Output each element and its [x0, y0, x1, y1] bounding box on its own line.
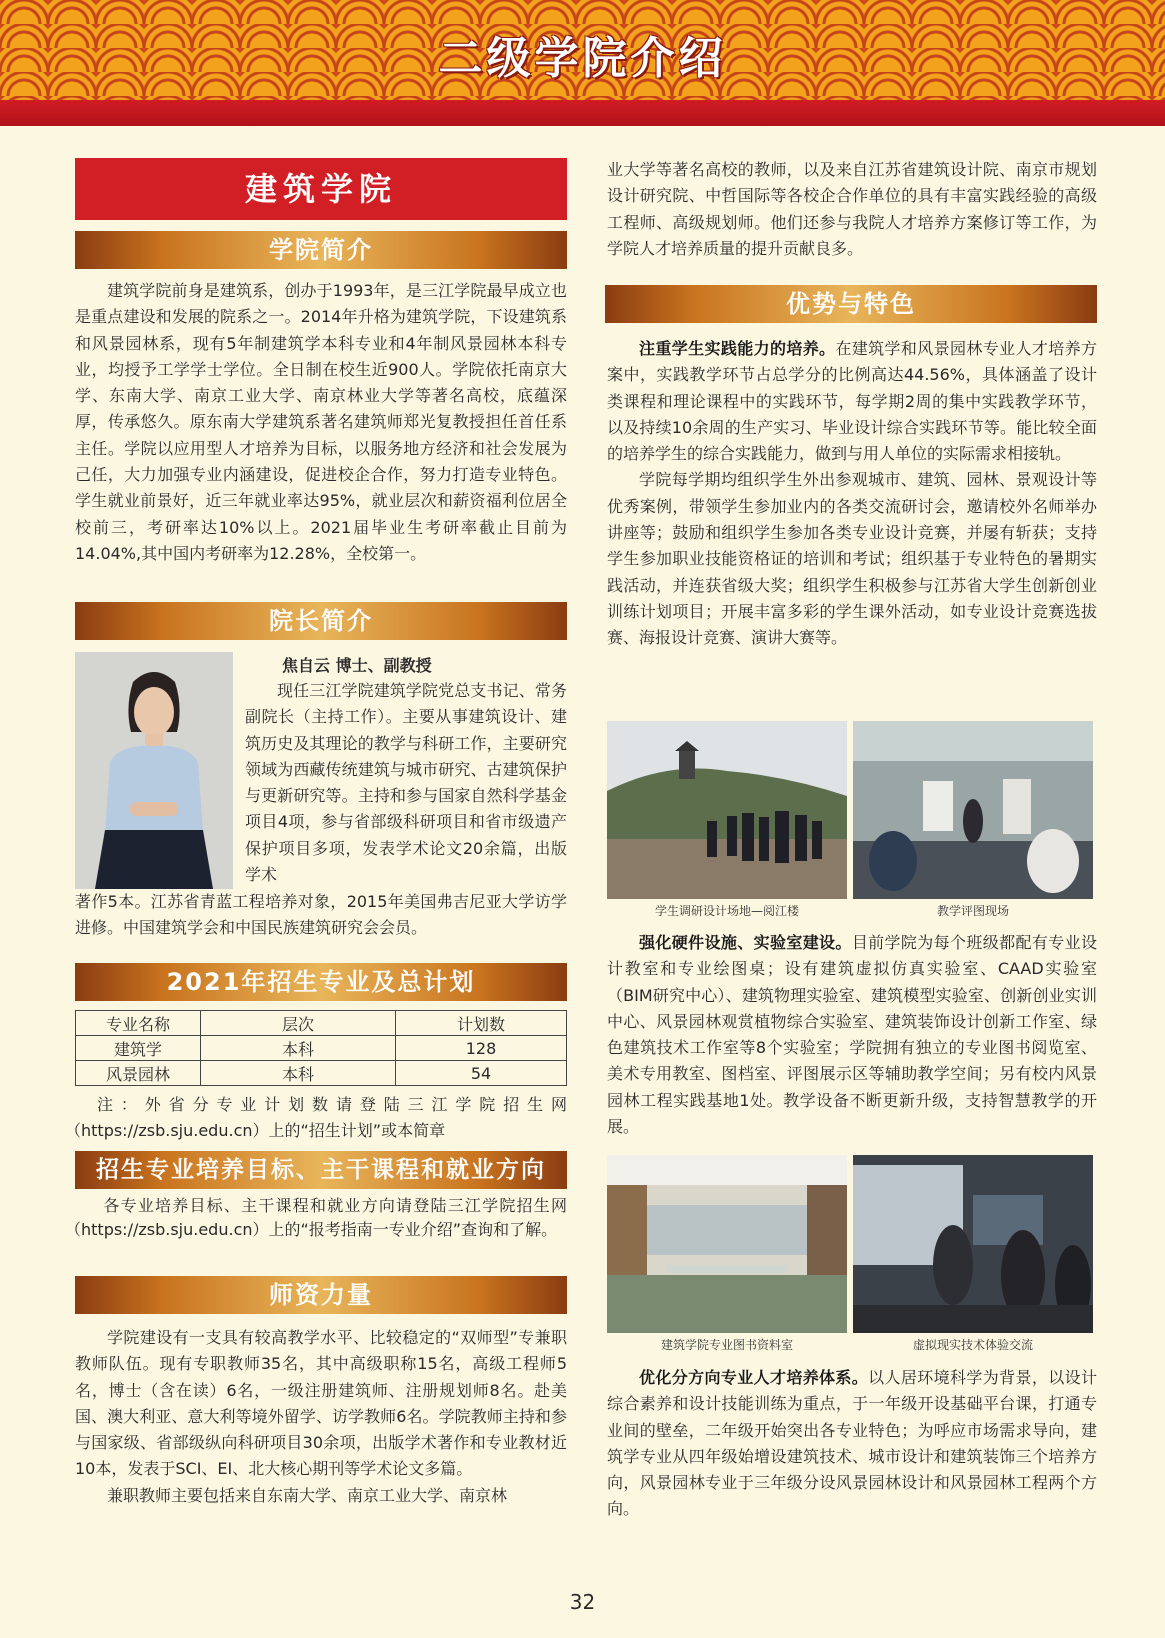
library-photo	[607, 1155, 847, 1333]
intro-text	[75, 278, 567, 567]
table-header-row	[76, 1011, 567, 1036]
header-stripe	[0, 100, 1165, 126]
features-p4-body: 以人居环境科学为背景，以设计综合素养和设计技能训练为重点，于一年级开设基础平台课，打通专业间的壁垒，二年级开始突出各专业特色；为呼应市场需求导向，建筑学专业从四年级始增设建筑技术、城市设计和建筑装饰三个培养方向，风景园林专业于三年级分设风景园林设计和风景园林工程两个方向。	[607, 1368, 1097, 1519]
faculty-paragraph-2: 兼职教师主要包括来自东南大学、南京工业大学、南京林	[107, 1485, 508, 1505]
features-paragraph-1	[607, 336, 1097, 467]
plan-heading: 2021年招生专业及总计划	[75, 963, 567, 1001]
features-p1-title: 注重学生实践能力的培养。	[639, 339, 836, 358]
page-title: 二级学院介绍	[438, 33, 727, 84]
dean-bio-part2: 著作5本。江苏省青蓝工程培养对象，2015年美国弗吉尼亚大学访学进修。中国建筑学会和中国民族建筑研究会会员。	[75, 892, 567, 938]
plan-table	[75, 1010, 567, 1086]
intro-paragraph: 建筑学院前身是建筑系，创办于1993年，是三江学院最早成立也是重点建设和发展的院系之一。2014年升格为建筑学院，下设建筑系和风景园林系，现有5年制建筑学本科专业和4年制风景园林本科专业，均授予工学学士学位。全日制在校生近900人。学院依托南京大学、东南大学、南京工业大学、南京林业大学等著名高校，底蕴深厚，传承悠久。原东南大学建筑系著名建筑师郑光复教授担任首任系主任。学院以应用型人才培养为目标，以服务地方经济和社会发展为己任，大力加强专业内涵建设，促进校企合作，努力打造专业特色。学生就业前景好，近三年就业率达95%，就业层次和薪资福利位居全校前三，考研率达10%以上。2021届毕业生考研率截止目前为14.04%,其中国内考研率为12.28%，全校第一。	[75, 281, 567, 563]
features-text-3	[607, 1365, 1097, 1523]
table-cell: 建筑学	[76, 1036, 201, 1061]
table-cell: 风景园林	[76, 1061, 201, 1086]
intro-heading: 学院简介	[75, 231, 567, 269]
table-cell: 本科	[201, 1036, 396, 1061]
college-title: 建筑学院	[75, 158, 567, 220]
goals-heading: 招生专业培养目标、主干课程和就业方向	[75, 1151, 567, 1189]
table-cell: 128	[396, 1036, 567, 1061]
column-header: 层次	[201, 1011, 396, 1036]
field-survey-photo	[607, 721, 847, 899]
faculty-paragraph-1: 学院建设有一支具有较高教学水平、比较稳定的“双师型”专兼职教师队伍。现有专职教师35名，其中高级职称15名，高级工程师5名，博士（含在读）6名，一级注册建筑师、注册规划师8名。赴美国、澳大利亚、意大利等境外留学、访学教师6名。学院教师主持和参与国家级、省部级纵向科研项目30余项，出版学术著作和专业教材近10本，发表于SCI、EI、北大核心期刊等学术论文多篇。	[75, 1328, 567, 1479]
goals-text	[65, 1194, 567, 1242]
table-cell: 54	[396, 1061, 567, 1086]
features-p1-body: 在建筑学和风景园林专业人才培养方案中，实践教学环节占总学分的比例高达44.56%，具体涵盖了设计类课程和理论课程中的实践环节，每学期2周的集中实践教学环节，以及持续10余周的生产实习、毕业设计综合实践环节等。能比较全面的培养学生的综合实践能力，做到与用人单位的实际需求相接轨。	[607, 339, 1097, 464]
dean-name: 焦自云 博士、副教授	[282, 656, 432, 675]
features-paragraph-3	[607, 930, 1097, 1140]
features-p3-title: 强化硬件设施、实验室建设。	[639, 933, 852, 952]
vr-photo	[853, 1155, 1093, 1333]
column-header: 计划数	[396, 1011, 567, 1036]
table-cell: 本科	[201, 1061, 396, 1086]
features-text-1	[607, 336, 1097, 652]
photo-caption: 建筑学院专业图书资料室	[660, 1338, 793, 1352]
table-row	[76, 1036, 567, 1061]
features-p3-body: 目前学院为每个班级都配有专业设计教室和专业绘图桌；设有建筑虚拟仿真实验室、CAAD实验室（BIM研究中心）、建筑物理实验室、建筑模型实验室、创新创业实训中心、风景园林观赏植物综合实验室、建筑装饰设计创新工作室、绿色建筑技术工作室等8个实验室；学院拥有独立的专业图书阅览室、美术专用教室、图档室、评图展示区等辅助教学空间；另有校内风景园林工程实践基地1处。教学设备不断更新升级，支持智慧教学的开展。	[607, 933, 1097, 1137]
plan-note	[65, 1092, 567, 1145]
page-number: 32	[569, 1590, 596, 1614]
photo-caption: 虚拟现实技术体验交流	[912, 1338, 1033, 1352]
features-paragraph-4	[607, 1365, 1097, 1523]
dean-bio-part1: 现任三江学院建筑学院党总支书记、常务副院长（主持工作）。主要从事建筑设计、建筑历史及其理论的教学与科研工作，主要研究领域为西藏传统建筑与城市研究、古建筑保护与更新研究等。主持和参与国家自然科学基金项目4项，参与省部级科研项目和省市级遗产保护项目多项，发表学术论文20余篇，出版学术	[245, 681, 567, 885]
features-text-2	[607, 930, 1097, 1140]
features-paragraph-2: 学院每学期均组织学生外出参观城市、建筑、园林、景观设计等优秀案例，带领学生参加业内的各类交流研讨会，邀请校外名师举办讲座等；鼓励和组织学生参加各类专业设计竞赛，并屡有斩获；支持学生参加职业技能资格证的培训和考试；组织基于专业特色的暑期实践活动，并连获省级大奖；组织学生积极参与江苏省大学生创新创业训练计划项目；开展丰富多彩的学生课外活动，如专业设计竞赛选拔赛、海报设计竞赛、演讲大赛等。	[607, 470, 1097, 648]
dean-portrait-image	[75, 652, 233, 889]
faculty-paragraph-2-cont: 业大学等著名高校的教师，以及来自江苏省建筑设计院、南京市规划设计研究院、中哲国际等各校企合作单位的具有丰富实践经验的高级工程师、高级规划师。他们还参与我院人才培养方案修订等工作，为学院人才培养质量的提升贡献良多。	[607, 160, 1097, 258]
dean-text-bottom	[75, 889, 567, 942]
goals-paragraph: 各专业培养目标、主干课程和就业方向请登陆三江学院招生网（https://zsb.sju.edu.cn）上的“报考指南一专业介绍”查询和了解。	[65, 1196, 567, 1239]
faculty-heading: 师资力量	[75, 1276, 567, 1314]
features-p4-title: 优化分方向专业人才培养体系。	[639, 1368, 869, 1387]
photo-caption: 教学评图现场	[936, 904, 1009, 918]
table-row	[76, 1061, 567, 1086]
review-photo	[853, 721, 1093, 899]
dean-heading: 院长简介	[75, 602, 567, 640]
dean-photo	[75, 652, 233, 889]
plan-note-text: 注：外省分专业计划数请登陆三江学院招生网（https://zsb.sju.edu.cn）上的“招生计划”或本简章	[65, 1095, 567, 1141]
column-header: 专业名称	[76, 1011, 201, 1036]
photo-caption: 学生调研设计场地—阅江楼	[654, 904, 799, 918]
faculty-text	[75, 1325, 567, 1509]
features-heading: 优势与特色	[605, 285, 1097, 323]
dean-text-top	[245, 678, 567, 888]
faculty-text-cont	[607, 157, 1097, 262]
